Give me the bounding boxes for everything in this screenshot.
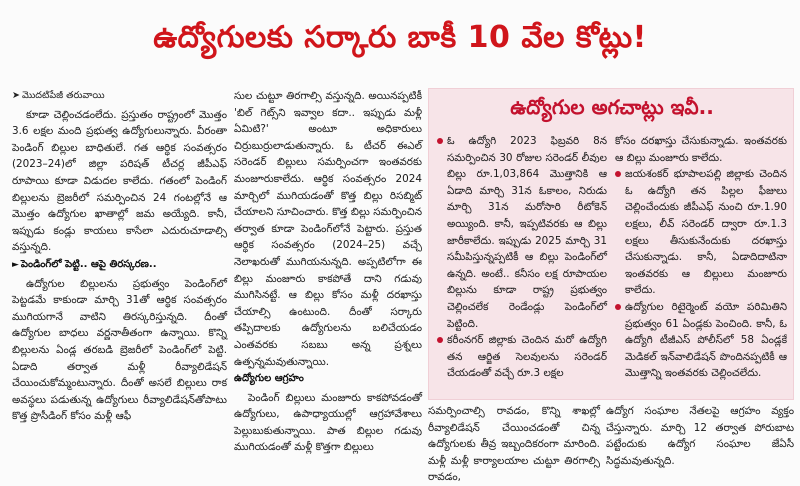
bullet-text: ఓ ఉద్యోగి 2023 ఫిబ్రవరి 8న సమర్పించిన 30 రోజుల సరెండర్ లీవుల బిల్లు రూ.1,03,864 మొత్తానికి ఆ ఏడాది మార్చి 31న ఓకాలం, నిరుడు మార్చి 31న మరోసారి రీటోకెన్ అయ్యింది. కానీ, ఇప్పటివరకు ఆ బిల్లు జారీకాలేదు. ఇప్పుడు 2025 మార్చి 31 సమీపిస్తున్నప్పటికీ ఆ బిల్లు పెండింగ్‌లో ఉన్నది. అంటే.. కనీసం లక్ష రూపాయల బిల్లును కూడా రాష్ట్ర ప్రభుత్వం చెల్లించలేక రెండేండ్లు పెండింగ్‌లో పెట్టింది. — [447, 135, 607, 330]
paragraph: సమర్పించాల్సి రావడం, కొన్ని శాఖల్లో రీవ్యాలిడేషన్ చేయించడంతో చిన్న ఉద్యోగులకు తీవ్ర ఇబ్బందికరంగా మారింది. మళ్లీ మళ్లీ కార్యాలయాల చుట్టూ తిరగాల్సి రావడం, — [428, 405, 600, 484]
bullet-item — [437, 332, 607, 382]
box-column-left — [437, 133, 607, 382]
bullet-text: ఉద్యోగుల రిటైర్మెంట్ వయో పరిమితిని ప్రభుత్వం 61 ఏండ్లకు పెంచింది. కానీ, ఓ ఉద్యోగి టీజీఎస్ పోలీస్‌లో 58 ఏండ్లకే మెడికల్ ఇన్‌వాలిడేషన్ పొందినప్పటికీ ఆ మొత్తాన్ని ఇంతవరకు చెల్లించలేదు. — [625, 300, 787, 380]
arrow-icon: ► — [12, 259, 19, 270]
bullet-item — [437, 133, 607, 332]
bullet-text: కరీంనగర్ జిల్లాకు చెందిన మరో ఉద్యోగి తన ఆర్జిత సెలవులను సరెండర్ చేయడంతో వచ్చే రూ.3 లక్షల — [447, 334, 607, 380]
paragraph: కూడా చెల్లించడంలేదు. ప్రస్తుతం రాష్ట్రంలో మొత్తం 3.6 లక్షల మంది ప్రభుత్వ ఉద్యోగులున్నారు. వీరంతా పెండింగ్ బిల్లుల బాధితులే. గత ఆర్థిక సంవత్సరం (2023–24)లో జిల్లా పరిషత్ టీచర్ల జీపీఎఫ్ రూపాయి కూడా విడుదల కాలేదు. గతంలో పెండింగ్ బిల్లులను బ్రెజరీలో సమర్పించిన 24 గంటల్లోనే ఆ మొత్తం ఉద్యోగుల ఖాతాల్లో జమ అయ్యేది. కానీ, ఇప్పుడు కండ్లు కాయలు కాసేలా ఎదురుచూడాల్సి వస్తున్నది. — [12, 108, 227, 254]
bullet-item — [615, 166, 787, 299]
article-column-1 — [12, 88, 227, 425]
kicker-text: మొదటిపేజీ తరువాయి — [21, 90, 105, 101]
paragraph: సుల చుట్టూ తిరగాల్సి వస్తున్నది. అయినప్పటికీ 'బిల్ గెట్స్‌ని ఇవ్వాల కదా.. ఇప్పుడు మళ్లీ ఏమిటి?' అంటూ అధికారులు చిర్రుబుర్రులాడుతున్నారు. ఓ టీచర్ ఈఎల్ సరెండర్ బిల్లులు సమర్పించగా ఇంతవరకు మంజూరుకాలేదు. ఆర్థిక సంవత్సరం 2024 మార్చిలో ముగియడంతో కొత్త బిల్లు రిసబ్మిట్ చేయాలని సూచించారు. కొత్త బిల్లు సమర్పించిన తర్వాత కూడా పెండింగ్‌లోనే పెట్టారు. ప్రస్తుత ఆర్థిక సంవత్సరం (2024–25) వచ్చే నెలాఖరుతో ముగియనున్నది. అప్పటిలోగా ఈ బిల్లు మంజూరు కాకపోతే దాని గడువు ముగిసినట్టే. ఆ బిల్లు కోసం మళ్లీ దరఖాస్తు చేయాల్సి ఉంటుంది. దీంతో సర్కారు తప్పిదాలకు ఉద్యోగులను బలిచేయడం ఎంతవరకు సబబు అన్న ప్రశ్నలు ఉత్పన్నమవుతున్నాయి. — [234, 90, 422, 368]
article-column-4 — [606, 403, 794, 469]
bullet-icon — [437, 138, 443, 144]
headline: ఉద్యోగులకు సర్కారు బాకీ 10 వేల కోట్లు! — [153, 20, 647, 55]
bullet-item — [615, 299, 787, 382]
article-column-3 — [428, 403, 600, 486]
bullet-text: జయశంకర్ భూపాలపల్లి జిల్లాకు చెందిన ఓ ఉద్యోగి తన పిల్లల ఫీజులు చెల్లించేందుకు జీపీఎఫ్ నుంచి రూ.1.90 లక్షలు, లీవ్ సరెండర్ ద్వారా రూ.1.3 లక్షలు తీసుకునేందుకు దరఖాస్తు చేసుకున్నాడు. కానీ, ఏడాదిదాటినా ఇంతవరకు ఆ బిల్లులు మంజూరు కాలేదు. — [625, 168, 787, 297]
paragraph: ఉద్యోగ సంఘాల నేతలపై ఆగ్రహం వ్యక్తం చేస్తున్నారు. మార్చి 12 తర్వాత పోరుబాట పట్టేందుకు ఉద్యోగ సంఘాల జేఏసీ సిద్ధమవుతున్నది. — [606, 405, 794, 467]
subheading — [12, 257, 227, 274]
continuation-kicker — [12, 88, 227, 105]
bullet-continuation: కోసం దరఖాస్తు చేసుకున్నాడు. ఇంతవరకు ఆ బిల్లు మంజూరు కాలేదు. — [615, 135, 787, 164]
subheading-text: పెండింగ్‌లో పెట్టి.. ఆపై తిరస్కరణ.. — [20, 258, 157, 270]
bullet-icon — [615, 171, 621, 177]
subheading-text: ఉద్యోగుల ఆగ్రహం — [234, 373, 304, 385]
arrow-icon: ➤ — [12, 90, 20, 101]
paragraph: పెండింగ్ బిల్లులు మంజూరు కాకపోవడంతో ఉద్యోగులు, ఉపాధ్యాయుల్లో ఆగ్రహావేశాలు పెల్లుబుకుతున్నాయి. పాత బిల్లుల గడువు ముగియడంతో మళ్లీ కొత్తగా బిల్లులు — [234, 391, 422, 454]
bullet-icon — [615, 304, 621, 310]
paragraph: ఉద్యోగుల బిల్లులను ప్రభుత్వం పెండింగ్‌లో పెట్టడమే కాకుండా మార్చి 31తో ఆర్థిక సంవత్సరం ముగియగానే వాటిని తిరస్కరిస్తున్నది. దీంతో ఉద్యోగుల బాధలు వర్ణనాతీతంగా ఉన్నాయి. కొన్ని బిల్లులను ఏండ్ల తరబడి బ్రెజరీలో పెండింగ్‌లో పెట్టి. ఏడాది తర్వాత మళ్లీ రీవ్యాలిడేషన్ చేయించుకోమ్మంటున్నారు. దీంతో అసలే బిల్లులు రాక అవస్థలు పడుతున్న ఉద్యోగులు రీవ్యాలిడేషన్‌తోపాటు కొత్త ప్రొసీడింగ్ కోసం మళ్లీ ఆఫీ — [12, 277, 227, 423]
bullet-icon — [437, 337, 443, 343]
box-title: ఉద్యోగుల అగచాట్లు ఇవీ.. — [510, 95, 714, 119]
sidebar-box — [428, 88, 794, 400]
box-column-right — [615, 133, 787, 382]
subheading — [234, 371, 422, 388]
article-column-2 — [234, 88, 422, 456]
